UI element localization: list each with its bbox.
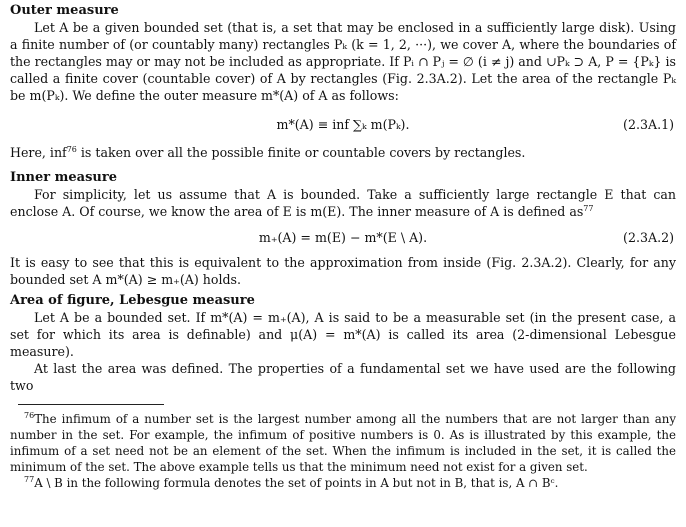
area-paragraph: Let A be a bounded set. If m*(A) = m₊(A), A is said to be a measurable set (in the present case, a set for which its area is definable) and μ(A) = m*(A) is called its area (2-dimensional Lebesgue measure). (10, 310, 676, 359)
heading-inner-measure: Inner measure (10, 170, 117, 185)
text-run: is taken over all the possible finite or countable covers by rectangles. (76, 145, 526, 160)
area-paragraph-2: At last the area was defined. The properties of a fundamental set we have used are the following two (10, 361, 676, 393)
inner-paragraph (10, 186, 676, 220)
heading-outer-measure: Outer measure (10, 3, 119, 18)
heading-area-of-figure: Area of figure, Lebesgue measure (10, 293, 255, 308)
inner-paragraph-2: It is easy to see that this is equivalent to the approximation from inside (Fig. 2.3A.2). Clearly, for any bounded set A m*(A) ≥ m₊(A) holds. (10, 255, 676, 287)
text-run: For simplicity, let us assume that A is bounded. Take a sufficiently large rectangle E that can enclose A. Of course, we know the area of E is m(E). The inner measure of A is defined as (10, 187, 676, 219)
footnote-76 (10, 411, 676, 475)
footnote-text-77: A \ B in the following formula denotes the set of points in A but not in B, that is, A ∩ Bᶜ. (34, 476, 559, 490)
footnote-mark-76: 76 (24, 411, 35, 420)
equation-expression: m*(A) ≡ inf ∑ₖ m(Pₖ). (276, 116, 410, 132)
equation-number: (2.3A.2) (623, 229, 674, 245)
footnote-ref-77: 77 (583, 204, 594, 213)
footnote-rule (18, 404, 164, 405)
text-run: Here, inf (10, 145, 67, 160)
footnote-mark-77: 77 (24, 475, 35, 484)
equation-expression: m₊(A) = m(E) − m*(E \ A). (258, 229, 428, 245)
equation-2-3A-2 (10, 220, 676, 254)
footnote-text-76: The infimum of a number set is the largest number among all the numbers that are not larger than any number in the set. For example, the infimum of positive numbers is 0. As is illustrated by this example, the infimum of a set need not be an element of the set. When the infimum is included in the set, it is called the minimum of the set. The above example tells us that the minimum need not exist for a given set. (10, 412, 676, 474)
equation-number: (2.3A.1) (623, 116, 674, 132)
equation-2-3A-1 (10, 104, 676, 144)
footnote-ref-76: 76 (66, 145, 77, 154)
outer-paragraph: Let A be a given bounded set (that is, a set that may be enclosed in a sufficiently large disk). Using a finite number of (or countably many) rectangles Pₖ (k = 1, 2, ···), we cover A, where the boundaries of the rectangles may or may not be included as appropriate. If Pᵢ ∩ Pⱼ = ∅ (i ≠ j) and ∪Pₖ ⊃ A, P = {Pₖ} is called a finite cover (countable cover) of A by rectangles (Fig. 2.3A.2). Let the area of the rectangle Pₖ be m(Pₖ). We define the outer measure m*(A) of A as follows: (10, 20, 676, 103)
outer-paragraph-2 (10, 144, 676, 161)
footnote-77 (10, 475, 676, 491)
